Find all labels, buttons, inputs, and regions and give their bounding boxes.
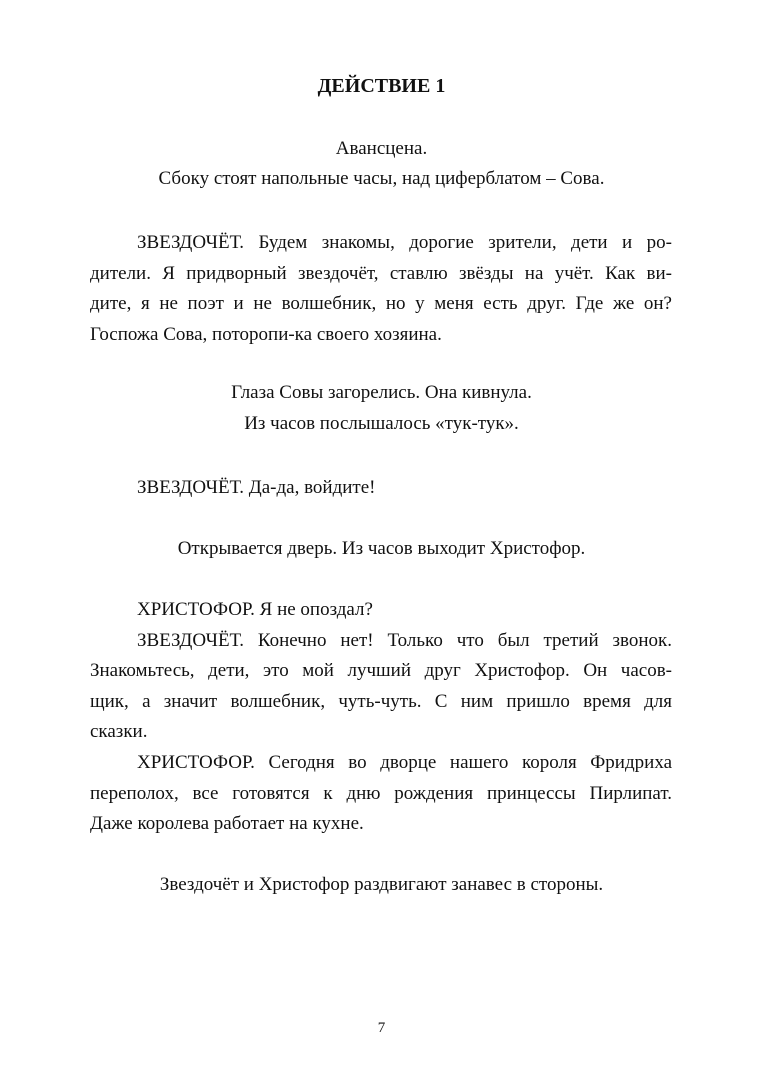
speech-5-line-1: ХРИСТОФОР. Сегодня во дворце нашего короля Фридриха (137, 752, 672, 773)
speech-4-line-2: Знакомьтесь, дети, это мой лучший друг Христофор. Он часов- (90, 660, 672, 681)
speech-1-line-2: дители. Я придворный звездочёт, ставлю звёзды на учёт. Как ви- (90, 263, 672, 284)
stage-direction-4: Звездочёт и Христофор раздвигают занавес в стороны. (159, 874, 604, 895)
speech-4-line-3: щик, а значит волшебник, чуть-чуть. С ним пришло время для (90, 691, 672, 712)
stage-direction-3: Открывается дверь. Из часов выходит Христофор. (177, 538, 586, 559)
page-number: 7 (377, 1020, 386, 1036)
speech-5-line-3: Даже королева работает на кухне. (90, 813, 364, 834)
speech-2: ЗВЕЗДОЧЁТ. Да-да, войдите! (137, 477, 376, 498)
speech-1-line-1: ЗВЕЗДОЧЁТ. Будем знакомы, дорогие зрители, дети и ро- (137, 232, 672, 253)
stage-direction-1-line-2: Сбоку стоят напольные часы, над циферблатом – Сова. (158, 168, 605, 189)
act-title: ДЕЙСТВИЕ 1 (317, 75, 446, 97)
speech-1-line-3: дите, я не поэт и не волшебник, но у меня есть друг. Где же он? (90, 293, 672, 314)
stage-direction-1-line-1: Авансцена. (335, 138, 428, 159)
stage-direction-2-line-1: Глаза Совы загорелись. Она кивнула. (231, 382, 532, 403)
speech-4-line-4: сказки. (90, 721, 148, 742)
speech-4-line-1: ЗВЕЗДОЧЁТ. Конечно нет! Только что был третий звонок. (137, 630, 672, 651)
speech-3: ХРИСТОФОР. Я не опоздал? (137, 599, 373, 620)
speech-5-line-2: переполох, все готовятся к дню рождения принцессы Пирлипат. (90, 783, 672, 804)
stage-direction-2-line-2: Из часов послышалось «тук-тук». (244, 413, 519, 434)
speech-1-line-4: Госпожа Сова, поторопи-ка своего хозяина. (90, 324, 442, 345)
